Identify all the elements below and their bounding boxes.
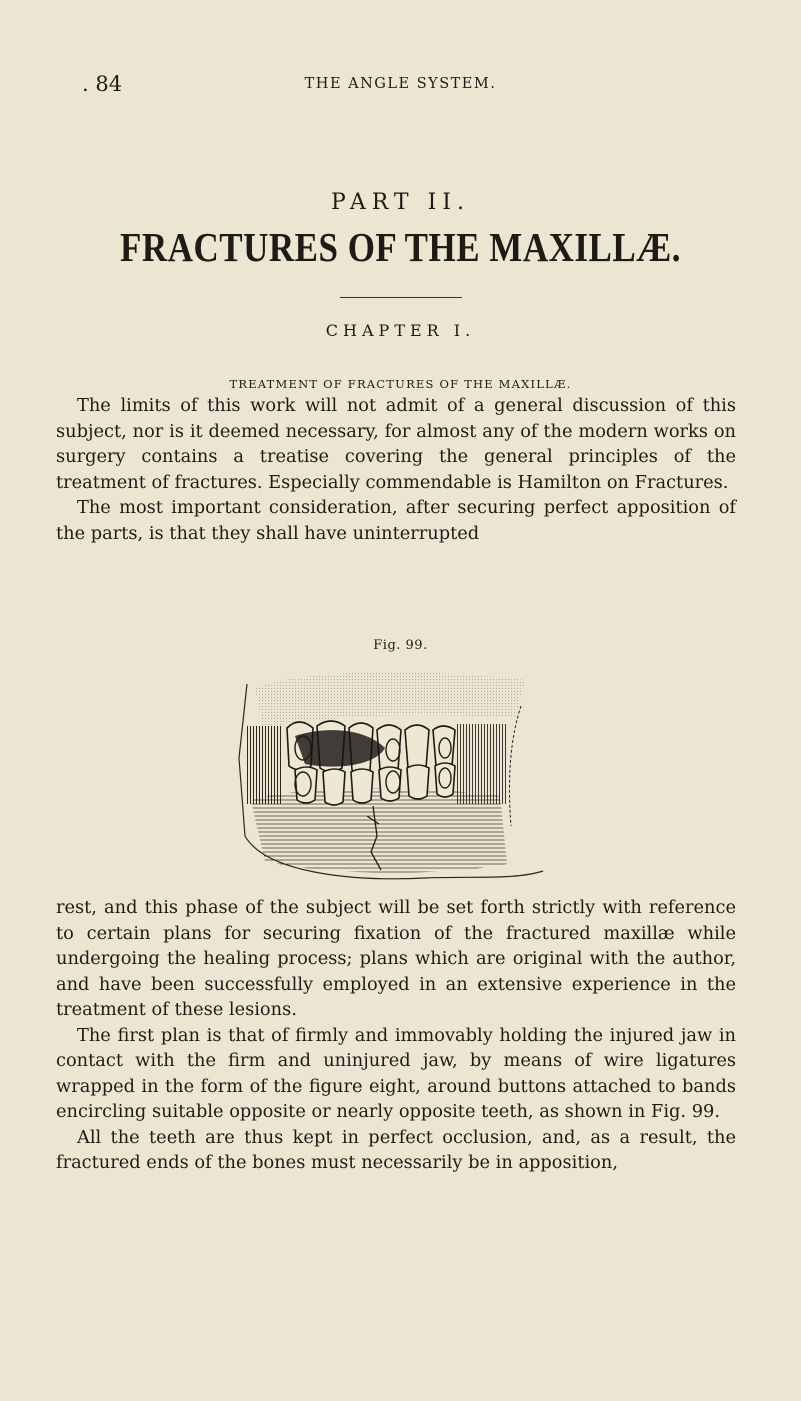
jaw-with-wired-teeth-illustration: [225, 666, 565, 891]
running-head: [0, 72, 801, 98]
ramus-outline: [509, 706, 521, 826]
paragraph: All the teeth are thus kept in perfect occlusion, and, as a result, the fractured ends of the bones must necessarily be in apposition,: [56, 1126, 736, 1173]
upper-jaw-shading: [255, 672, 525, 728]
body-text-upper: [56, 393, 736, 546]
running-title: THE ANGLE SYSTEM.: [304, 76, 497, 92]
molar-block: [247, 726, 283, 804]
chapter-heading: CHAPTER I.: [325, 321, 476, 340]
paragraph: rest, and this phase of the subject will be set forth strictly with reference to certain plans for securing fixation of the fractured maxillæ while undergoing the healing process; plans which are original with the author, and have been successfully employed in an extensive experience in the treatment of these lesions.: [56, 897, 736, 1020]
section-heading: TREATMENT OF FRACTURES OF THE MAXILLÆ.: [229, 377, 572, 391]
part-heading: PART II.: [331, 190, 470, 215]
figure-caption: Fig. 99.: [373, 638, 428, 653]
figure-99: [225, 666, 565, 891]
paragraph: The limits of this work will not admit of a general discussion of this subject, nor is it deemed necessary, for almost any of the modern works on surgery contains a treatise covering the general principles of the treatment of fractures. Especially commendable is Hamilton on Fractures.: [56, 395, 736, 493]
body-text-lower: [56, 895, 736, 1176]
page-number: . 84: [82, 72, 123, 96]
molar-block: [457, 724, 507, 804]
title-divider: [340, 297, 462, 298]
main-title: FRACTURES OF THE MAXILLÆ.: [120, 224, 681, 271]
paragraph: The first plan is that of firmly and immovably holding the injured jaw in contact with the firm and uninjured jaw, by means of wire ligatures wrapped in the form of the figure eight, around buttons attached to bands encircling suitable opposite or nearly opposite teeth, as shown in Fig. 99.: [56, 1024, 736, 1122]
paragraph: The most important consideration, after securing perfect apposition of the parts, is that they shall have uninterrupted: [56, 497, 736, 544]
